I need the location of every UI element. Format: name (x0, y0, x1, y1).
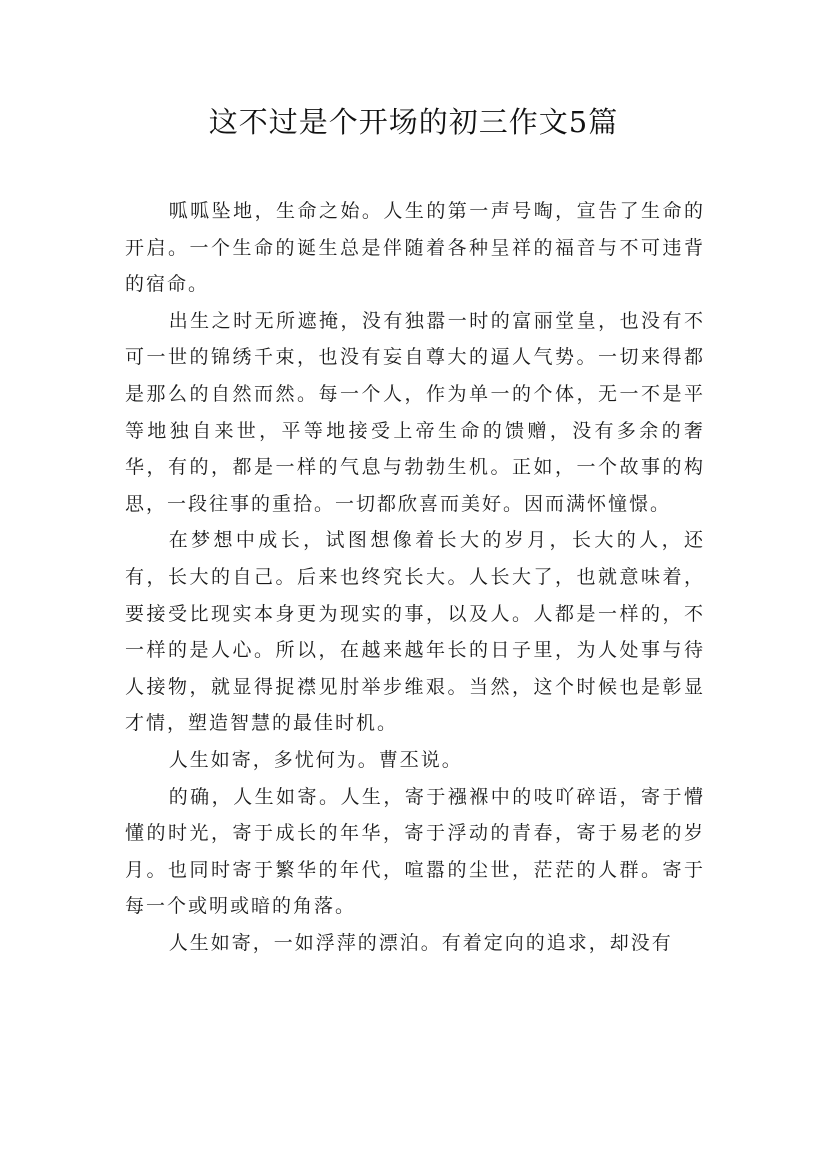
paragraph: 在梦想中成长，试图想像着长大的岁月，长大的人，还有，长大的自己。后来也终究长大。人长大了，也就意味着，要接受比现实本身更为现实的事，以及人。人都是一样的，不一样的是人心。所以，在越来越年长的日子里，为人处事与待人接物，就显得捉襟见肘举步维艰。当然，这个时候也是彰显才情，塑造智慧的最佳时机。 (125, 529, 705, 735)
paragraph: 的确，人生如寄。人生，寄于襁褓中的吱吖碎语，寄于懵懂的时光，寄于成长的年华，寄于浮动的青春，寄于易老的岁月。也同时寄于繁华的年代，喧嚣的尘世，茫茫的人群。寄于每一个或明或暗的角落。 (125, 785, 705, 918)
paragraph: 人生如寄，多忧何为。曹丕说。 (168, 748, 463, 771)
paragraph: 出生之时无所遮掩，没有独嚣一时的富丽堂皇，也没有不可一世的锦绣千束，也没有妄自尊大的逼人气势。一切来得都是那么的自然而然。每一个人，作为单一的个体，无一不是平等地独自来世，平等地接受上帝生命的馈赠，没有多余的奢华，有的，都是一样的气息与勃勃生机。正如，一个故事的构思，一段往事的重拾。一切都欣喜而美好。因而满怀憧憬。 (125, 309, 705, 515)
document-body (125, 193, 705, 961)
paragraph: 呱呱坠地，生命之始。人生的第一声号啕，宣告了生命的开启。一个生命的诞生总是伴随着各种呈祥的福音与不可违背的宿命。 (125, 200, 705, 296)
paragraph: 人生如寄，一如浮萍的漂泊。有着定向的追求，却没有 (168, 931, 673, 954)
document-title: 这不过是个开场的初三作文5篇 (208, 105, 619, 139)
